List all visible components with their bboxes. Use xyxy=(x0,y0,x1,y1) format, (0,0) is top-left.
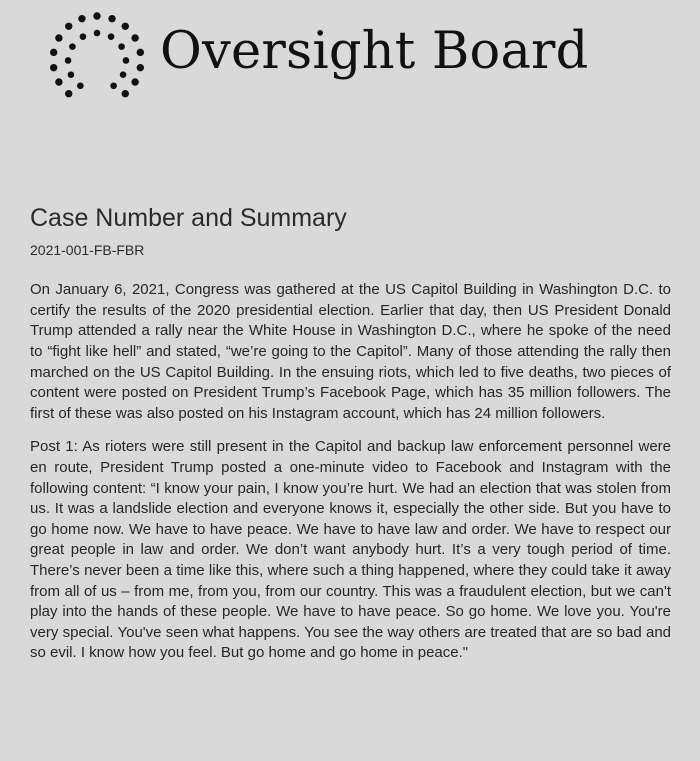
logo-dot xyxy=(94,30,101,37)
logo-dot xyxy=(122,23,129,30)
logo-dot xyxy=(68,71,75,78)
logo-dot xyxy=(93,12,100,19)
logo-dot xyxy=(65,23,72,30)
logo-text[interactable]: Oversight Board xyxy=(160,22,589,81)
logo-dot xyxy=(137,64,144,71)
logo-dot xyxy=(55,34,62,41)
summary-paragraph: On January 6, 2021, Congress was gathered at the US Capitol Building in Washington D.C. to certify the results of the 2020 presidential election. Earlier that day, then US President Donald Trump attended a rally near the White House in Washington D.C., where he spoke of the need to “fight like hell” and stated, “we’re going to the Capitol”. Many of those attending the rally then marched on the US Capitol Building. In the ensuing riots, which led to five deaths, two pieces of content were posted on President Trump’s Facebook Page, which has 35 million followers. The first of these was also posted on his Instagram account, which has 24 million followers. xyxy=(30,281,671,422)
logo-dot xyxy=(137,49,144,56)
case-summary-section xyxy=(30,203,671,664)
logo-dot xyxy=(77,82,84,89)
logo-dot xyxy=(78,15,85,22)
logo-dot xyxy=(118,43,125,50)
logo-dot xyxy=(123,57,130,64)
logo-dot xyxy=(120,71,127,78)
logo-dot xyxy=(108,15,115,22)
section-title: Case Number and Summary xyxy=(30,204,347,232)
logo-dot xyxy=(80,33,87,40)
header xyxy=(0,0,700,120)
logo-dot xyxy=(69,43,76,50)
case-number: 2021-001-FB-FBR xyxy=(30,242,145,258)
logo-dot xyxy=(65,57,72,64)
logo-dot xyxy=(122,90,129,97)
logo-dot xyxy=(131,34,138,41)
oversight-board-logo-icon xyxy=(38,10,156,106)
logo-dot xyxy=(65,90,72,97)
logo-dot xyxy=(108,33,115,40)
logo-dot xyxy=(110,82,117,89)
logo-dot xyxy=(131,78,138,85)
logo-dot xyxy=(50,64,57,71)
logo-dot xyxy=(50,49,57,56)
logo-dot xyxy=(55,78,62,85)
post-1-paragraph: Post 1: As rioters were still present in the Capitol and backup law enforcement personnel were en route, President Trump posted a one-minute video to Facebook and Instagram with the following content: “I know your pain, I know you’re hurt. We had an election that was stolen from us. It was a landslide election and everyone knows it, especially the other side. But you have to go home now. We have to have peace. We have to have law and order. We have to respect our great people in law and order. We don’t want anybody hurt. It’s a very tough period of time. There’s never been a time like this, where such a thing happened, where they could take it away from all of us – from me, from you, from our country. This was a fraudulent election, but we can't play into the hands of these people. We have to have peace. So go home. We love you. You're very special. You've seen what happens. You see the way others are treated that are so bad and so evil. I know how you feel. But go home and go home in peace." xyxy=(30,438,671,662)
